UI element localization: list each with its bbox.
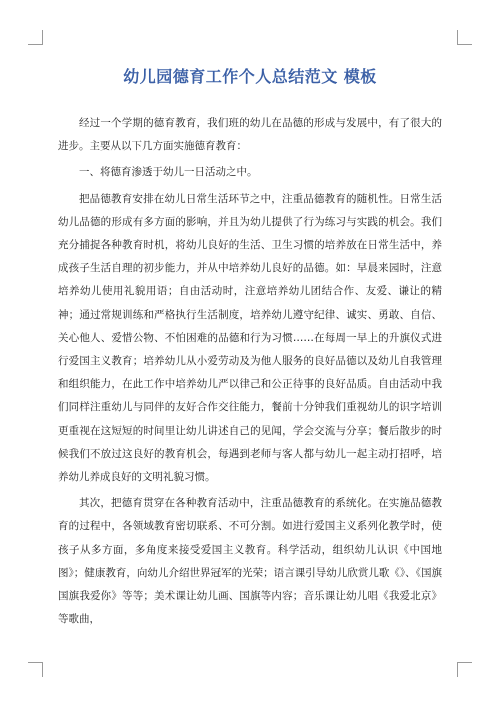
crop-mark-bottom-left [28,662,43,677]
crop-mark-top-right [457,30,472,45]
paragraph-educational-activities: 其次，把德育贯穿在各种教育活动中，注重品德教育的系统化。在实施品德教育的过程中，各领域教育密切联系、不可分割。如进行爱国主义系列化教学时，使孩子从多方面，多角度来接受爱国主义教育。科学活动，组织幼儿认识《中国地图》；健康教育，向幼儿介绍世界冠军的光荣；语言课引导幼儿欣赏儿歌《》、《国旗国旗我爱你》等等；美术课让幼儿画、国旗等内容；音乐课让幼儿唱《我爱北京》等歌曲， [58,497,442,626]
paragraph-intro: 经过一个学期的德育教育，我们班的幼儿在品德的形成与发展中，有了很大的进步。主要从以下几方面实施德育教育： [58,117,442,153]
document-title: 幼儿园德育工作个人总结范文 模板 [123,67,377,86]
crop-mark-bottom-right [457,662,472,677]
paragraph-section-heading: 一、将德育渗透于幼儿一日活动之中。 [79,166,258,179]
document-body [58,112,442,631]
paragraph-daily-activities: 把品德教育安排在幼儿日常生活环节之中，注重品德教育的随机性。日常生活幼儿品德的形成有多方面的影响，并且为幼儿提供了行为练习与实践的机会。我们充分捕捉各种教育时机，将幼儿良好的生活、卫生习惯的培养放在日常生活中，养成孩子生活自理的初步能力，并从中培养幼儿良好的品德。如：早晨来园时，注意培养幼儿使用礼貌用语；自由活动时，注意培养幼儿团结合作、友爱、谦让的精神；通过常规训练和严格执行生活制度，培养幼儿遵守纪律、诚实、勇敢、自信、关心他人、爱惜公物、不怕困难的品德和行为习惯……在每周一早上的升旗仪式进行爱国主义教育；培养幼儿从小爱劳动及为他人服务的良好品德以及幼儿自我管理和组织能力，在此工作中培养幼儿严以律己和公正待事的良好品质。自由活动中我们同样注重幼儿与同伴的友好合作交往能力，餐前十分钟我们重视幼儿的识字培训更重视在这短短的时间里让幼儿讲述自己的见闻，学会交流与分享；餐后散步的时候我们不放过这良好的教育机会，每遇到老师与客人都与幼儿一起主动打招呼，培养幼儿养成良好的文明礼貌习惯。 [58,192,442,484]
crop-mark-top-left [28,30,43,45]
